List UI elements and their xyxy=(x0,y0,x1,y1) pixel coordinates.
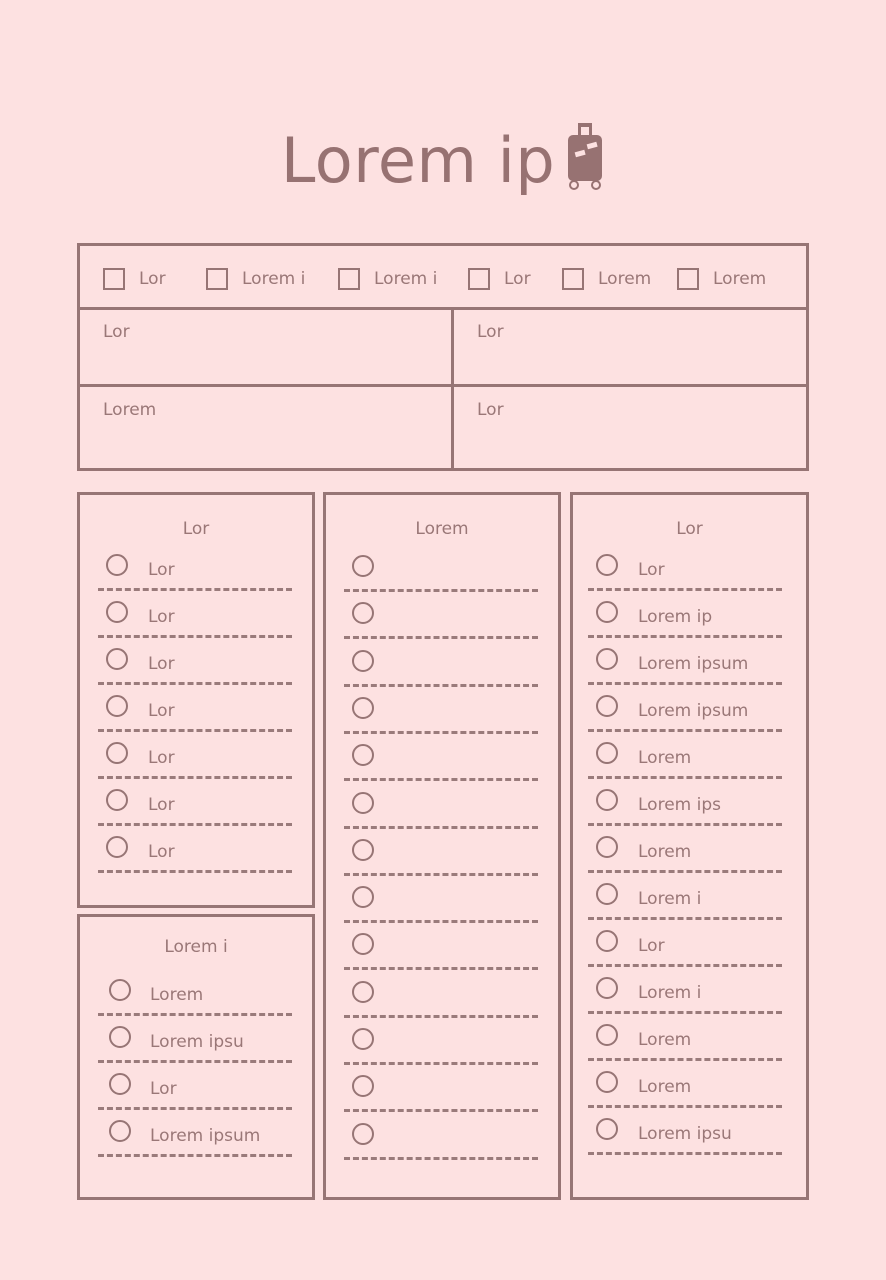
checklist-item-label: Lor xyxy=(148,607,175,627)
dashed-line xyxy=(98,729,292,732)
circle-checkbox-icon[interactable] xyxy=(596,977,618,999)
suitcase-icon xyxy=(565,121,605,191)
checkbox-option[interactable] xyxy=(103,268,166,290)
dashed-line xyxy=(588,776,782,779)
checklist-item-label: Lorem i xyxy=(638,889,702,909)
info-cell[interactable] xyxy=(80,388,451,471)
circle-checkbox-icon[interactable] xyxy=(106,554,128,576)
checklist-item[interactable] xyxy=(326,1075,558,1122)
checklist-item-label: Lorem xyxy=(638,748,692,768)
dashed-line xyxy=(344,778,538,781)
circle-checkbox-icon[interactable] xyxy=(352,886,374,908)
checklist-item[interactable] xyxy=(326,981,558,1028)
checkbox-icon[interactable] xyxy=(338,268,360,290)
checklist-item[interactable] xyxy=(573,1024,806,1071)
circle-checkbox-icon[interactable] xyxy=(106,648,128,670)
checklist-item-label: Lorem xyxy=(638,842,692,862)
dashed-line xyxy=(98,682,292,685)
dashed-line xyxy=(98,588,292,591)
dashed-line xyxy=(344,731,538,734)
circle-checkbox-icon[interactable] xyxy=(106,742,128,764)
circle-checkbox-icon[interactable] xyxy=(109,979,131,1001)
dashed-line xyxy=(588,870,782,873)
checklist-title: Lorem i xyxy=(164,937,228,957)
circle-checkbox-icon[interactable] xyxy=(596,836,618,858)
dashed-line xyxy=(98,776,292,779)
checklist-item-label: Lor xyxy=(638,560,665,580)
dashed-line xyxy=(588,1152,782,1155)
checklist-item-label: Lorem i xyxy=(638,983,702,1003)
checklist-item-label: Lorem ipsu xyxy=(150,1032,244,1052)
checkbox-option[interactable] xyxy=(677,268,766,290)
dashed-line xyxy=(588,682,782,685)
header xyxy=(0,120,886,197)
circle-checkbox-icon[interactable] xyxy=(352,1028,374,1050)
checklist-item[interactable] xyxy=(573,1071,806,1118)
circle-checkbox-icon[interactable] xyxy=(106,695,128,717)
checkbox-icon[interactable] xyxy=(562,268,584,290)
circle-checkbox-icon[interactable] xyxy=(596,601,618,623)
dashed-line xyxy=(344,1015,538,1018)
info-cell-label: Lorem xyxy=(103,400,157,420)
dashed-line xyxy=(344,1062,538,1065)
checklist-item[interactable] xyxy=(80,554,312,601)
checklist-item[interactable] xyxy=(326,744,558,791)
checklist-item[interactable] xyxy=(80,1120,312,1167)
circle-checkbox-icon[interactable] xyxy=(352,933,374,955)
circle-checkbox-icon[interactable] xyxy=(596,648,618,670)
checkbox-option[interactable] xyxy=(562,268,651,290)
checklist-item-label: Lorem ipsum xyxy=(638,701,749,721)
info-cell[interactable] xyxy=(80,310,451,384)
checkbox-option[interactable] xyxy=(338,268,437,290)
circle-checkbox-icon[interactable] xyxy=(352,792,374,814)
checklist-item-label: Lorem ip xyxy=(638,607,713,627)
checklist-item[interactable] xyxy=(326,933,558,980)
checklist-item[interactable] xyxy=(573,742,806,789)
checklist-item[interactable] xyxy=(573,977,806,1024)
checklist-item[interactable] xyxy=(80,979,312,1026)
checkbox-label: Lorem xyxy=(598,269,652,289)
checklist-item[interactable] xyxy=(326,697,558,744)
checkbox-option[interactable] xyxy=(468,268,531,290)
dashed-line xyxy=(588,729,782,732)
dashed-line xyxy=(98,1107,292,1110)
checklist-right xyxy=(570,492,809,1200)
dashed-line xyxy=(588,1105,782,1108)
info-cell[interactable] xyxy=(454,388,809,471)
checkbox-label: Lorem i xyxy=(242,269,306,289)
circle-checkbox-icon[interactable] xyxy=(109,1073,131,1095)
info-cell-label: Lor xyxy=(103,322,130,342)
checklist-item[interactable] xyxy=(80,836,312,883)
checklist-item[interactable] xyxy=(326,602,558,649)
dashed-line xyxy=(588,1011,782,1014)
checklist-item[interactable] xyxy=(573,648,806,695)
checklist-item[interactable] xyxy=(573,554,806,601)
checklist-item[interactable] xyxy=(573,930,806,977)
circle-checkbox-icon[interactable] xyxy=(596,695,618,717)
checklist-item[interactable] xyxy=(326,886,558,933)
dashed-line xyxy=(344,589,538,592)
circle-checkbox-icon[interactable] xyxy=(106,789,128,811)
circle-checkbox-icon[interactable] xyxy=(596,883,618,905)
checklist-item[interactable] xyxy=(326,555,558,602)
checklist-item-label: Lorem ipsum xyxy=(150,1126,261,1146)
circle-checkbox-icon[interactable] xyxy=(109,1120,131,1142)
checkbox-option[interactable] xyxy=(206,268,305,290)
circle-checkbox-icon[interactable] xyxy=(596,1024,618,1046)
checklist-title: Lorem xyxy=(415,519,469,539)
dashed-line xyxy=(98,823,292,826)
checklist-item-label: Lor xyxy=(148,560,175,580)
checklist-item[interactable] xyxy=(80,695,312,742)
circle-checkbox-icon[interactable] xyxy=(106,836,128,858)
checkbox-label: Lor xyxy=(139,269,166,289)
dashed-line xyxy=(98,870,292,873)
dashed-line xyxy=(344,1157,538,1160)
dashed-line xyxy=(344,1109,538,1112)
divider xyxy=(80,384,806,387)
dashed-line xyxy=(588,917,782,920)
checklist-item-label: Lor xyxy=(150,1079,177,1099)
checklist-item[interactable] xyxy=(326,839,558,886)
dashed-line xyxy=(588,823,782,826)
checkbox-icon[interactable] xyxy=(468,268,490,290)
checklist-item-label: Lor xyxy=(148,842,175,862)
dashed-line xyxy=(98,1154,292,1157)
checklist-item[interactable] xyxy=(80,789,312,836)
circle-checkbox-icon[interactable] xyxy=(596,1118,618,1140)
checklist-left-bottom xyxy=(77,914,315,1200)
circle-checkbox-icon[interactable] xyxy=(596,554,618,576)
checklist-item[interactable] xyxy=(326,1028,558,1075)
checklist-item[interactable] xyxy=(80,742,312,789)
checkbox-icon[interactable] xyxy=(103,268,125,290)
page-title: Lorem ip xyxy=(280,124,556,197)
checklist-item-label: Lor xyxy=(148,654,175,674)
checklist-item[interactable] xyxy=(80,601,312,648)
checklist-item-label: Lorem ipsu xyxy=(638,1124,732,1144)
checklist-item[interactable] xyxy=(573,695,806,742)
checkbox-label: Lor xyxy=(504,269,531,289)
checklist-item[interactable] xyxy=(326,1123,558,1170)
checklist-item-label: Lorem xyxy=(638,1030,692,1050)
checklist-middle xyxy=(323,492,561,1200)
checklist-item-label: Lorem ips xyxy=(638,795,721,815)
checklist-item-label: Lorem ipsum xyxy=(638,654,749,674)
dashed-line xyxy=(588,588,782,591)
checklist-item-label: Lor xyxy=(148,748,175,768)
checklist-item[interactable] xyxy=(80,648,312,695)
dashed-line xyxy=(588,635,782,638)
dashed-line xyxy=(344,826,538,829)
checklist-item[interactable] xyxy=(573,789,806,836)
info-cell-label: Lor xyxy=(477,322,504,342)
circle-checkbox-icon[interactable] xyxy=(596,1071,618,1093)
circle-checkbox-icon[interactable] xyxy=(352,981,374,1003)
circle-checkbox-icon[interactable] xyxy=(596,930,618,952)
checkbox-label: Lorem i xyxy=(374,269,438,289)
circle-checkbox-icon[interactable] xyxy=(352,697,374,719)
dashed-line xyxy=(344,636,538,639)
dashed-line xyxy=(344,873,538,876)
circle-checkbox-icon[interactable] xyxy=(352,650,374,672)
dashed-line xyxy=(344,967,538,970)
checklist-title: Lor xyxy=(676,519,703,539)
circle-checkbox-icon[interactable] xyxy=(352,602,374,624)
circle-checkbox-icon[interactable] xyxy=(106,601,128,623)
checkbox-row xyxy=(80,246,806,310)
checkbox-icon[interactable] xyxy=(677,268,699,290)
checklist-item[interactable] xyxy=(573,883,806,930)
checklist-item[interactable] xyxy=(573,601,806,648)
checkbox-icon[interactable] xyxy=(206,268,228,290)
info-cell[interactable] xyxy=(454,310,809,384)
checklist-item[interactable] xyxy=(573,1118,806,1165)
checklist-item-label: Lor xyxy=(148,795,175,815)
checklist-item-label: Lor xyxy=(638,936,665,956)
circle-checkbox-icon[interactable] xyxy=(352,744,374,766)
dashed-line xyxy=(98,1060,292,1063)
checklist-title: Lor xyxy=(182,519,210,539)
info-cell-label: Lor xyxy=(477,400,504,420)
checklist-item[interactable] xyxy=(326,792,558,839)
dashed-line xyxy=(98,1013,292,1016)
circle-checkbox-icon[interactable] xyxy=(352,555,374,577)
checklist-item-label: Lorem xyxy=(638,1077,692,1097)
dashed-line xyxy=(588,964,782,967)
checklist-item[interactable] xyxy=(80,1026,312,1073)
circle-checkbox-icon[interactable] xyxy=(352,1123,374,1145)
checklist-item-label: Lor xyxy=(148,701,175,721)
trip-info-table xyxy=(77,243,809,471)
dashed-line xyxy=(344,684,538,687)
checklist-left-top xyxy=(77,492,315,908)
circle-checkbox-icon[interactable] xyxy=(596,742,618,764)
circle-checkbox-icon[interactable] xyxy=(352,1075,374,1097)
checklist-item[interactable] xyxy=(80,1073,312,1120)
dashed-line xyxy=(588,1058,782,1061)
dashed-line xyxy=(344,920,538,923)
circle-checkbox-icon[interactable] xyxy=(596,789,618,811)
checklist-item[interactable] xyxy=(573,836,806,883)
circle-checkbox-icon[interactable] xyxy=(109,1026,131,1048)
dashed-line xyxy=(98,635,292,638)
checklist-item-label: Lorem xyxy=(150,985,204,1005)
checklist-item[interactable] xyxy=(326,650,558,697)
checkbox-label: Lorem xyxy=(713,269,767,289)
circle-checkbox-icon[interactable] xyxy=(352,839,374,861)
